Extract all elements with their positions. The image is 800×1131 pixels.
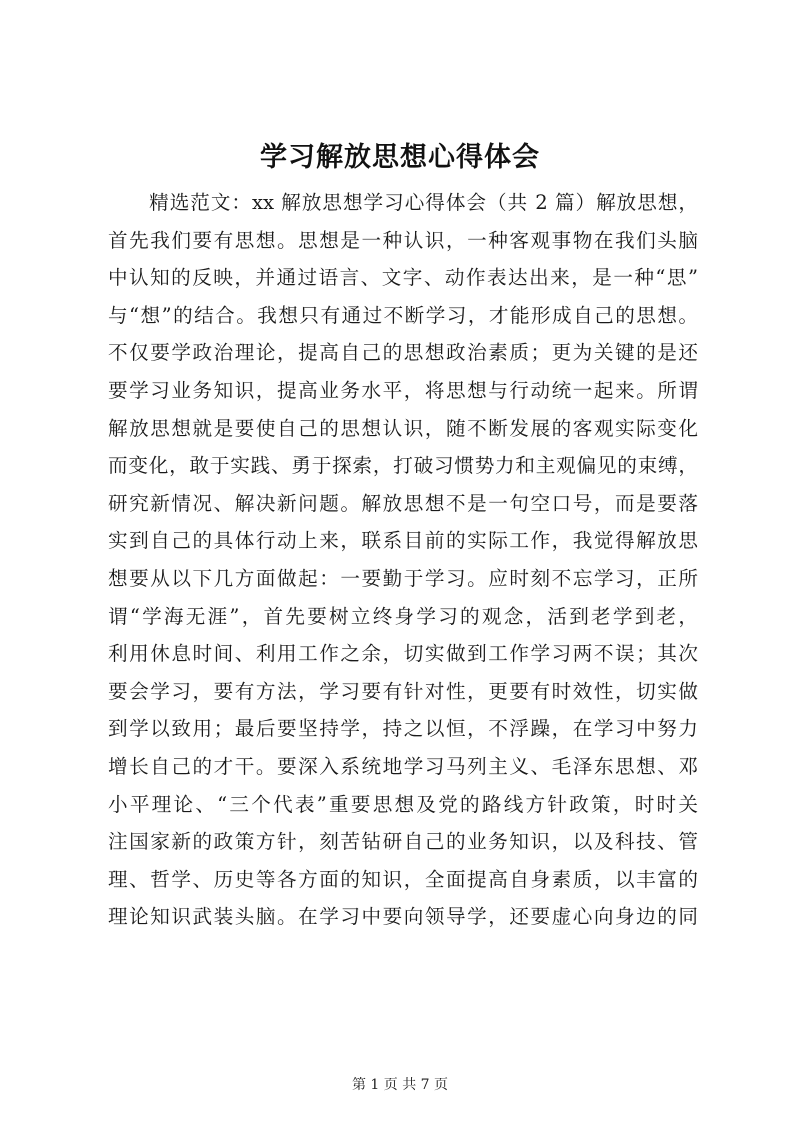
paragraph-line: 实到自己的具体行动上来，联系目前的实际工作，我觉得解放思 [108,529,698,553]
page-number-footer: 第 1 页 共 7 页 [351,1077,449,1093]
paragraph-line: 要会学习，要有方法，学习要有针对性，更要有时效性，切实做 [108,679,698,703]
paragraph-line: 解放思想就是要使自己的思想认识，随不断发展的客观实际变化 [108,416,698,440]
document-body [108,184,698,936]
paragraph-line: 增长自己的才干。要深入系统地学习马列主义、毛泽东思想、邓 [108,754,698,778]
paragraph-line: 要学习业务知识，提高业务水平，将思想与行动统一起来。所谓 [108,378,698,402]
paragraph-line: 利用休息时间、利用工作之余，切实做到工作学习两不误；其次 [108,642,698,666]
paragraph-line: 小平理论、“三个代表”重要思想及党的路线方针政策，时时关 [108,792,698,816]
paragraph-line: 理、哲学、历史等各方面的知识，全面提高自身素质，以丰富的 [108,867,698,891]
paragraph-line: 而变化，敢于实践、勇于探索，打破习惯势力和主观偏见的束缚， [108,454,698,478]
paragraph-line: 精选范文：xx 解放思想学习心得体会（共 2 篇）解放思想， [108,191,698,214]
paragraph-line: 首先我们要有思想。思想是一种认识，一种客观事物在我们头脑 [108,228,698,252]
paragraph-line: 想要从以下几方面做起：一要勤于学习。应时刻不忘学习，正所 [108,566,698,590]
paragraph-line: 到学以致用；最后要坚持学，持之以恒，不浮躁，在学习中努力 [108,717,698,741]
document-title: 学习解放思想心得体会 [260,142,540,173]
paragraph-line: 与“想”的结合。我想只有通过不断学习，才能形成自己的思想。 [108,303,698,327]
paragraph-line: 理论知识武装头脑。在学习中要向领导学，还要虚心向身边的同 [108,905,698,929]
paragraph-line: 研究新情况、解决新问题。解放思想不是一句空口号，而是要落 [108,491,698,515]
paragraph-line: 不仅要学政治理论，提高自己的思想政治素质；更为关键的是还 [108,341,698,365]
paragraph-line: 中认知的反映，并通过语言、文字、动作表达出来，是一种“思” [108,266,698,290]
paragraph-line: 注国家新的政策方针，刻苦钻研自己的业务知识，以及科技、管 [108,830,698,854]
paragraph-line: 谓“学海无涯”，首先要树立终身学习的观念，活到老学到老， [108,604,698,628]
